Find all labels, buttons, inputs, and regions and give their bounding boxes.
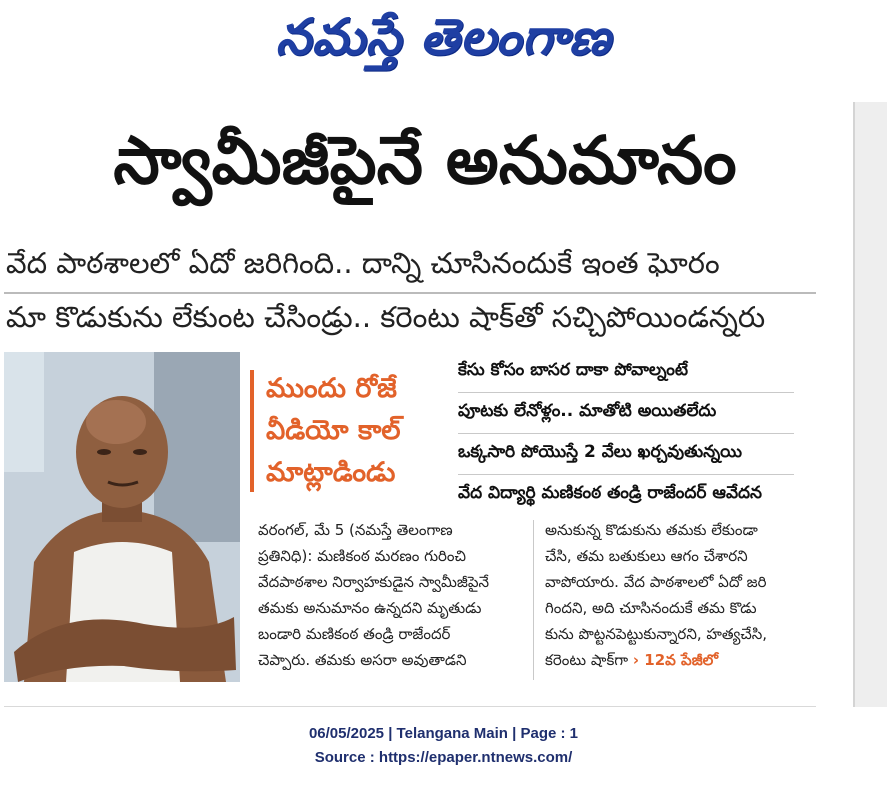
deck-divider: [4, 292, 816, 294]
column-divider: [533, 520, 534, 680]
highlight-item: కేసు కోసం బాసర దాకా పోవాల్నంటే: [458, 352, 794, 393]
page-bottom-rule: [4, 706, 816, 707]
pull-quote-line-2: వీడియో కాల్: [266, 415, 401, 446]
body-line: గిందని, అది చూసినందుకే తమ కొడు: [545, 599, 757, 617]
newspaper-logo: నమస్తే తెలంగాణ: [275, 7, 612, 66]
body-line: అనుకున్న కొడుకును తమకు లేకుండా: [545, 521, 758, 539]
continued-on-page-link[interactable]: › 12వ పేజీలో: [632, 651, 719, 669]
body-line-last: [545, 647, 805, 673]
highlight-item: ఒక్కసారి పోయొస్తే 2 వేలు ఖర్చవుతున్నయి: [458, 434, 794, 475]
highlight-item: పూటకు లేనోళ్లం.. మాతోటి అయితలేదు: [458, 393, 794, 434]
body-column-left: [258, 517, 518, 673]
page-footer: [0, 722, 887, 770]
masthead: [0, 0, 887, 86]
article-deck-line-2: మా కొడుకును లేకుంట చేసిండ్రు.. కరెంటు షాక్‌తో సచ్చిపోయిండన్నరు: [6, 300, 766, 334]
footer-date-edition: 06/05/2025 | Telangana Main | Page : 1: [308, 725, 579, 742]
man-portrait-illustration: [4, 352, 240, 682]
pull-quote: [250, 370, 461, 492]
body-line: వాపోయారు. వేద పాఠశాలలో ఏదో జరి: [545, 573, 767, 591]
body-line: వరంగల్, మే 5 (నమస్తే తెలంగాణ: [258, 521, 453, 539]
body-line: బండారి మణికంఠ తండ్రి రాజేందర్: [258, 625, 451, 643]
body-line: కును పొట్టనపెట్టుకున్నారని, హత్యచేసి,: [545, 625, 768, 643]
highlight-item: వేద విద్యార్థి మణికంఠ తండ్రి రాజేందర్ ఆవేదన: [458, 483, 762, 503]
body-line: వేదపాఠశాల నిర్వాహకుడైన స్వామీజీపైనే: [258, 573, 490, 591]
body-line: కరెంటు షాక్‌గా: [545, 651, 629, 669]
body-line: చేసి, తమ బతుకులు ఆగం చేశారని: [545, 547, 748, 565]
article-headline: స్వామీజీపైనే అనుమానం: [113, 121, 737, 199]
body-line: ప్రతినిధి): మణికంఠ మరణం గురించి: [258, 547, 467, 565]
footer-source-link[interactable]: Source : https://epaper.ntnews.com/: [314, 749, 573, 766]
article-deck-line-1: వేద పాఠశాలలో ఏదో జరిగింది.. దాన్ని చూసినందుకే ఇంత ఘోరం: [6, 246, 720, 280]
article-photo: [4, 352, 240, 682]
pull-quote-line-3: మాట్లాడిండు: [266, 457, 396, 488]
body-line: చెప్పారు. తమకు అసరా అవుతాడని: [258, 651, 467, 669]
pull-quote-line-1: ముందు రోజే: [266, 373, 397, 404]
body-column-right: [545, 517, 805, 673]
page-edge-scrollbar[interactable]: [853, 102, 887, 707]
body-line: తమకు అనుమానం ఉన్నదని మృతుడు: [258, 599, 482, 617]
highlight-list: [458, 352, 794, 515]
